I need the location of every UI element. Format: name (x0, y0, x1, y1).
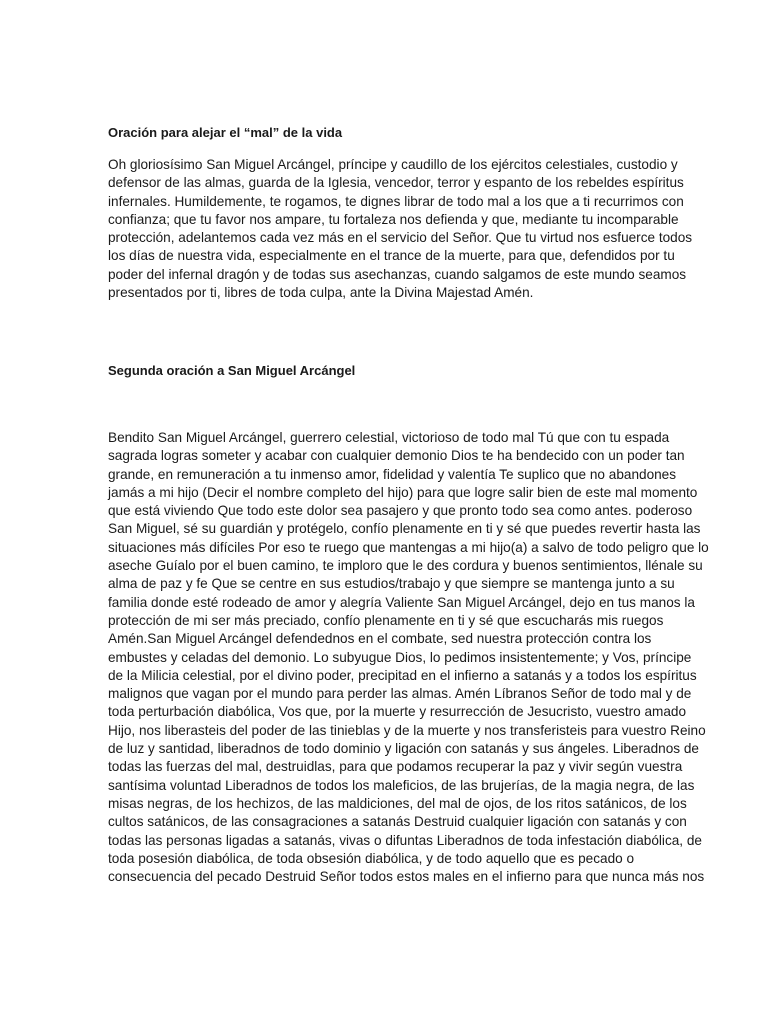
text-line: presentados por ti, libres de toda culpa, ante la Divina Majestad Amén. (108, 285, 534, 301)
text-line: Oh gloriosísimo San Miguel Arcángel, príncipe y caudillo de los ejércitos celestiales, custodio y (108, 157, 678, 172)
text-line: aseche Guíalo por el buen camino, te imploro que le des cordura y buenos sentimientos, llénale su (108, 558, 703, 574)
text-line: San Miguel, sé su guardián y protégelo, confío plenamente en ti y sé que puedes revertir hasta las (108, 521, 701, 537)
text-line: los días de nuestra vida, especialmente en el trance de la muerte, para que, defendidos por tu (108, 248, 675, 264)
text-line: de la Milicia celestial, por el divino poder, precipitad en el infierno a satanás y a todos los espíritus (108, 667, 697, 683)
text-line: poder del infernal dragón y de todas sus asechanzas, cuando salgamos de este mundo seamos (108, 266, 687, 282)
text-line: grande, en remuneración a tu inmenso amor, fidelidad y valentía Te suplico que no abandones (108, 466, 677, 482)
text-line: situaciones más difíciles Por eso te ruego que mantengas a mi hijo(a) a salvo de todo peligro que lo (108, 539, 709, 555)
text-line: Bendito San Miguel Arcángel, guerrero celestial, victorioso de todo mal Tú que con tu espada (108, 430, 670, 445)
text-line: protección de mi ser más preciado, confío plenamente en ti y sé que escucharás mis ruegos (108, 612, 664, 628)
text-line: infernales. Humildemente, te rogamos, te dignes librar de todo mal a los que a ti recurrimos con (108, 193, 684, 209)
text-line: misas negras, de los hechizos, de las maldiciones, del mal de ojos, de los ritos satánicos, de los (108, 795, 687, 811)
section-title-2: Segunda oración a San Miguel Arcángel (108, 363, 356, 378)
text-line: toda posesión diabólica, de toda obsesión diabólica, y de todo aquello que es pecado o (108, 850, 635, 866)
text-line: confianza; que tu favor nos ampare, tu fortaleza nos defienda y que, mediante tu incomparable (108, 211, 679, 227)
text-line: todas las personas ligadas a satanás, vivas o difuntas Liberadnos de toda infestación diabólica, de (108, 832, 702, 848)
text-line: toda perturbación diabólica, Vos que, por la muerte y resurrección de Jesucristo, vuestro amado (108, 704, 687, 720)
text-line: familia donde esté rodeado de amor y alegría Valiente San Miguel Arcángel, dejo en tus manos la (108, 594, 695, 610)
text-line: malignos que vagan por el mundo para perder las almas. Amén Líbranos Señor de todo mal y de (108, 686, 692, 702)
paragraph-2 (108, 429, 709, 886)
section-title-1: Oración para alejar el “mal” de la vida (108, 125, 343, 140)
text-line: consecuencia del pecado Destruid Señor todos estos males en el infierno para que nunca más nos (108, 869, 705, 885)
text-line: santísima voluntad Liberadnos de todos los maleficios, de las brujerías, de la magia negra, de las (108, 777, 695, 793)
text-line: de luz y santidad, liberadnos de todo dominio y ligación con satanás y sus ángeles. Liberadnos de (108, 741, 699, 757)
text-line: jamás a mi hijo (Decir el nombre completo del hijo) para que logre salir bien de este mal momento (108, 484, 698, 500)
text-line: Hijo, nos liberasteis del poder de las tinieblas y de la muerte y nos transferisteis para vuestro Reino (108, 722, 706, 738)
text-line: defensor de las almas, guarda de la Iglesia, vencedor, terror y espanto de los rebeldes espíritus (108, 175, 684, 191)
text-line: cultos satánicos, de las consagraciones a satanás Destruid cualquier ligación con satanás y con (108, 814, 687, 830)
text-line: que está viviendo Que todo este dolor sea pasajero y que pronto todo sea como antes. poderoso (108, 503, 693, 519)
text-line: protección, adelantemos cada vez más en el servicio del Señor. Que tu virtud nos esfuerce todos (108, 230, 693, 246)
text-line: sagrada logras someter y acabar con cualquier demonio Dios te ha bendecido con un poder tan (108, 448, 685, 464)
text-line: Amén.San Miguel Arcángel defendednos en el combate, sed nuestra protección contra los (108, 631, 652, 647)
text-line: todas las fuerzas del mal, destruidlas, para que podamos recuperar la paz y vivir según vuestra (108, 759, 683, 775)
text-line: embustes y celadas del demonio. Lo subyugue Dios, lo pedimos insistentemente; y Vos, príncipe (108, 649, 692, 665)
text-line: alma de paz y fe Que se centre en sus estudios/trabajo y que siempre se mantenga junto a su (108, 576, 675, 592)
paragraph-1 (108, 156, 692, 302)
